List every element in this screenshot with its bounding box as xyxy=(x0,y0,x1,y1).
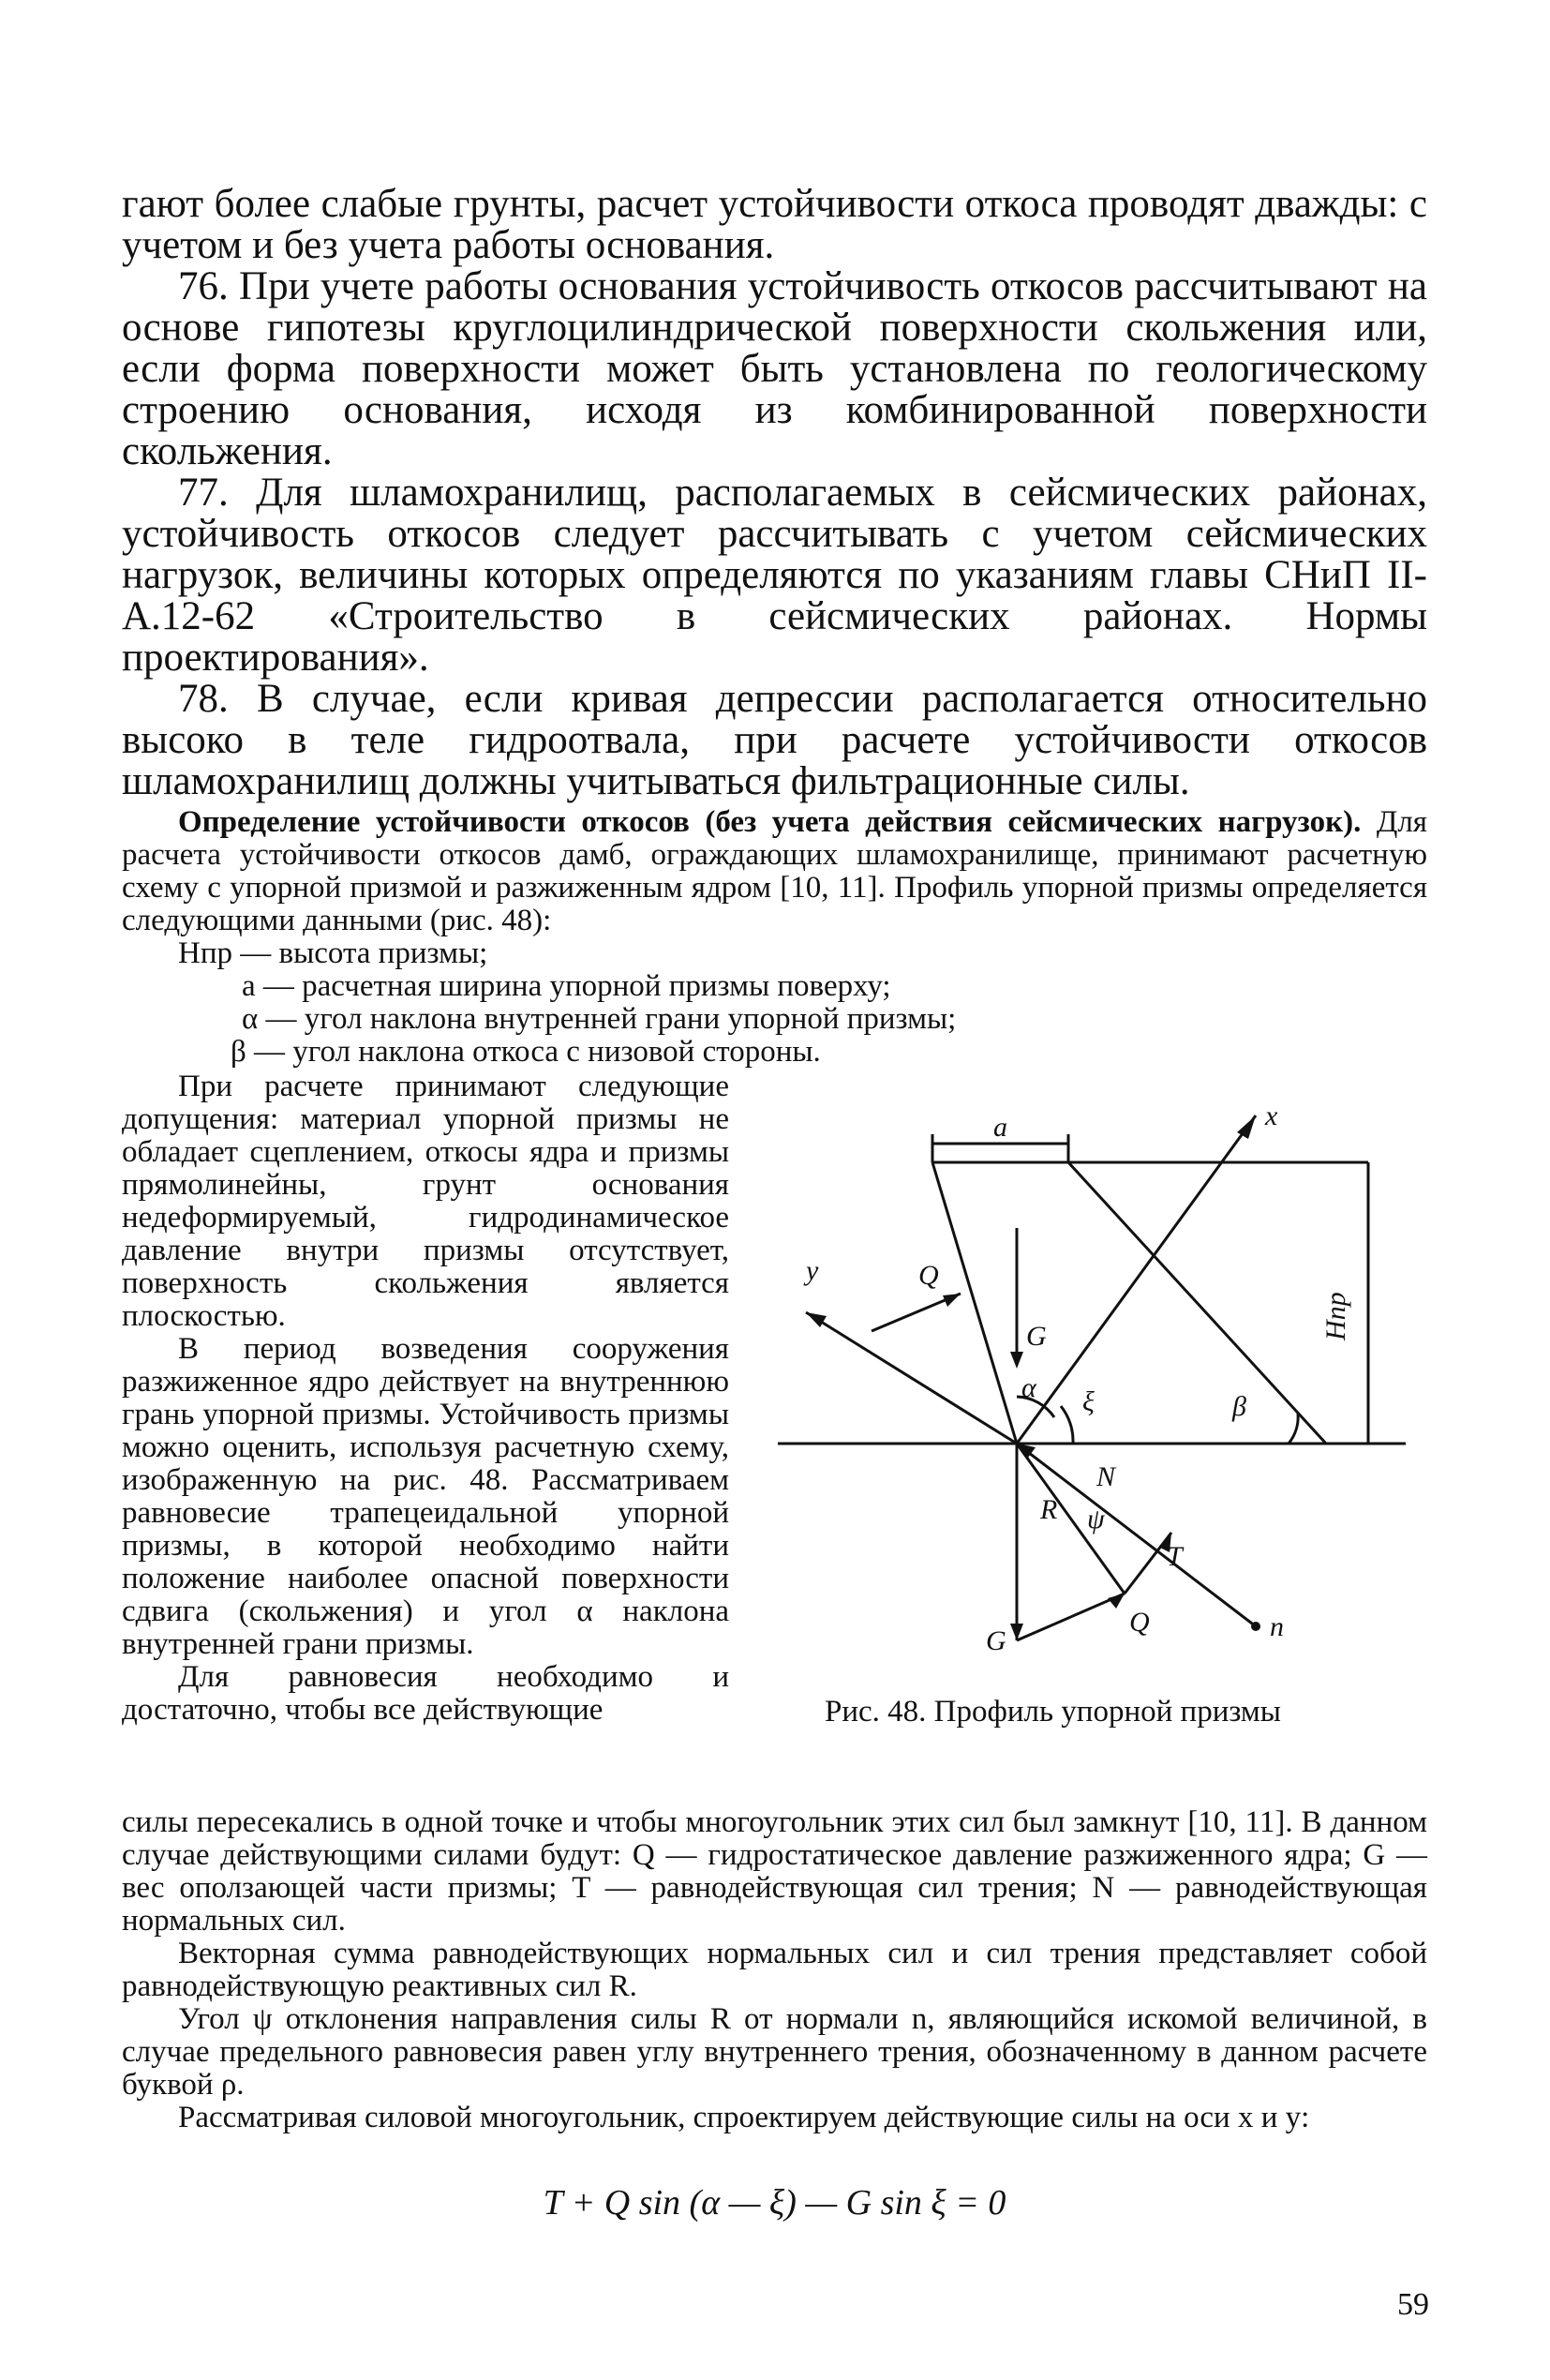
normal-n-point xyxy=(1251,1622,1260,1631)
definition-item: Нпр — высота призмы; xyxy=(178,936,488,970)
label-t: T xyxy=(1167,1541,1183,1572)
definition-item: α — угол наклона внутренней грани упорной призмы; xyxy=(242,1002,957,1036)
xi-arc xyxy=(1061,1406,1073,1444)
label-g: G xyxy=(1026,1321,1047,1352)
section-text: Для расчета устойчивости откосов дамб, ограждающих шламохранилище, принимают расчетную схему с упорной призмой и разжиженным ядром [10, 11]. Профиль упорной призмы определяется следующими данными (рис. 48): xyxy=(122,805,1427,937)
label-g-polygon: G xyxy=(986,1625,1006,1656)
item-76: 76. При учете работы основания устойчивость откосов рассчитывают на основе гипотезы круглоцилиндрической поверхности скольжения или, если форма поверхности может быть установлена по геологическому строению основания, исходя из комбинированной поверхности скольжения. xyxy=(122,264,1427,473)
polygon-t-line xyxy=(1125,1533,1171,1594)
vector-paragraph: Векторная сумма равнодействующих нормальных сил и сил трения представляет собой равнодействующую реактивных сил R. xyxy=(122,1937,1427,2003)
item-78: 78. В случае, если кривая депрессии располагается относительно высоко в теле гидроотвала, при расчете устойчивости откосов шламохранилищ должны учитываться фильтрационные силы. xyxy=(122,677,1427,803)
section-heading: Определение устойчивости откосов (без учета действия сейсмических нагрузок). xyxy=(178,805,1362,839)
main-text-block xyxy=(122,184,1427,802)
column-paragraph: Для равновесия необходимо и достаточно, чтобы все действующие xyxy=(122,1660,729,1727)
y-axis-arrowhead xyxy=(806,1312,827,1327)
label-y: y xyxy=(806,1255,819,1286)
label-a: a xyxy=(993,1112,1007,1143)
lower-text-block xyxy=(122,1806,1427,2134)
label-psi: ψ xyxy=(1087,1504,1105,1534)
label-n-normal: n xyxy=(1270,1611,1284,1642)
label-r: R xyxy=(1040,1494,1058,1525)
left-column xyxy=(122,1070,729,1727)
figure-48 xyxy=(768,1087,1424,1669)
outer-slope-line xyxy=(1068,1162,1326,1444)
polygon-q-line xyxy=(1017,1594,1125,1640)
definition-list xyxy=(178,937,1209,1069)
label-beta: β xyxy=(1232,1391,1246,1422)
beta-arc xyxy=(1289,1414,1298,1444)
equation: T + Q sin (α — ξ) — G sin ξ = 0 xyxy=(543,2183,1006,2223)
polygon-paragraph: Рассматривая силовой многоугольник, спроектируем действующие силы на оси x и y: xyxy=(178,2101,1310,2134)
normal-n-line xyxy=(1017,1444,1256,1626)
label-hnp: Hпр xyxy=(1320,1292,1351,1340)
angle-paragraph: Угол ψ отклонения направления силы R от нормали n, являющийся искомой величиной, в случае предельного равновесия равен углу внутреннего трения, обозначенному в данном расчете буквой ρ. xyxy=(122,2002,1427,2102)
figure-caption: Рис. 48. Профиль упорной призмы xyxy=(825,1695,1281,1729)
label-xi: ξ xyxy=(1082,1386,1095,1417)
prism-diagram xyxy=(768,1087,1424,1669)
item-77: 77. Для шламохранилищ, располагаемых в сейсмических районах, устойчивость откосов следует рассчитывать с учетом сейсмических нагрузок, величины которых определяются по указаниям главы СНиП II-А.12-62 «Строительство в сейсмических районах. Нормы проектирования». xyxy=(122,471,1427,680)
top-paragraph: гают более слабые грунты, расчет устойчивости откоса проводят дважды: с учетом и без учета работы основания. xyxy=(122,182,1427,267)
x-axis-line xyxy=(1017,1115,1256,1444)
y-axis-line xyxy=(806,1312,1017,1444)
label-q: Q xyxy=(918,1260,939,1291)
q-arrowhead xyxy=(943,1294,961,1307)
forces-paragraph: силы пересекались в одной точке и чтобы многоугольник этих сил был замкнут [10, 11]. В данном случае действующими силами будут: Q — гидростатическое давление разжиженного ядра; G — вес оползающей части призмы; T — равнодействующая сил трения; N — равнодействующая нормальных сил. xyxy=(122,1805,1427,1938)
column-paragraph: В период возведения сооружения разжиженное ядро действует на внутреннюю грань упорной призмы. Устойчивость призмы можно оценить, используя расчетную схему, изображенную на рис. 48. Рассматриваем равновесие трапецеидальной упорной призмы, в которой необходимо найти положение наиболее опасной поверхности сдвига (скольжения) и угол α наклона внутренней грани призмы. xyxy=(122,1332,729,1661)
g-arrowhead xyxy=(1010,1352,1023,1369)
inner-face-line xyxy=(932,1162,1017,1444)
label-x: x xyxy=(1265,1100,1278,1131)
section-block xyxy=(122,806,1427,937)
label-alpha: α xyxy=(1021,1372,1036,1403)
definition-item: a — расчетная ширина упорной призмы поверху; xyxy=(242,969,891,1003)
definition-item: β — угол наклона откоса с низовой стороны. xyxy=(231,1035,821,1069)
page-number: 59 xyxy=(1397,2287,1429,2322)
label-n: N xyxy=(1096,1461,1116,1492)
label-q-polygon: Q xyxy=(1129,1607,1150,1638)
column-paragraph: При расчете принимают следующие допущения: материал упорной призмы не обладает сцеплением, откосы ядра и призмы прямолинейны, грунт основания недеформируемый, гидродинамическое давление внутри призмы отсутствует, поверхность скольжения является плоскостью. xyxy=(122,1070,729,1333)
